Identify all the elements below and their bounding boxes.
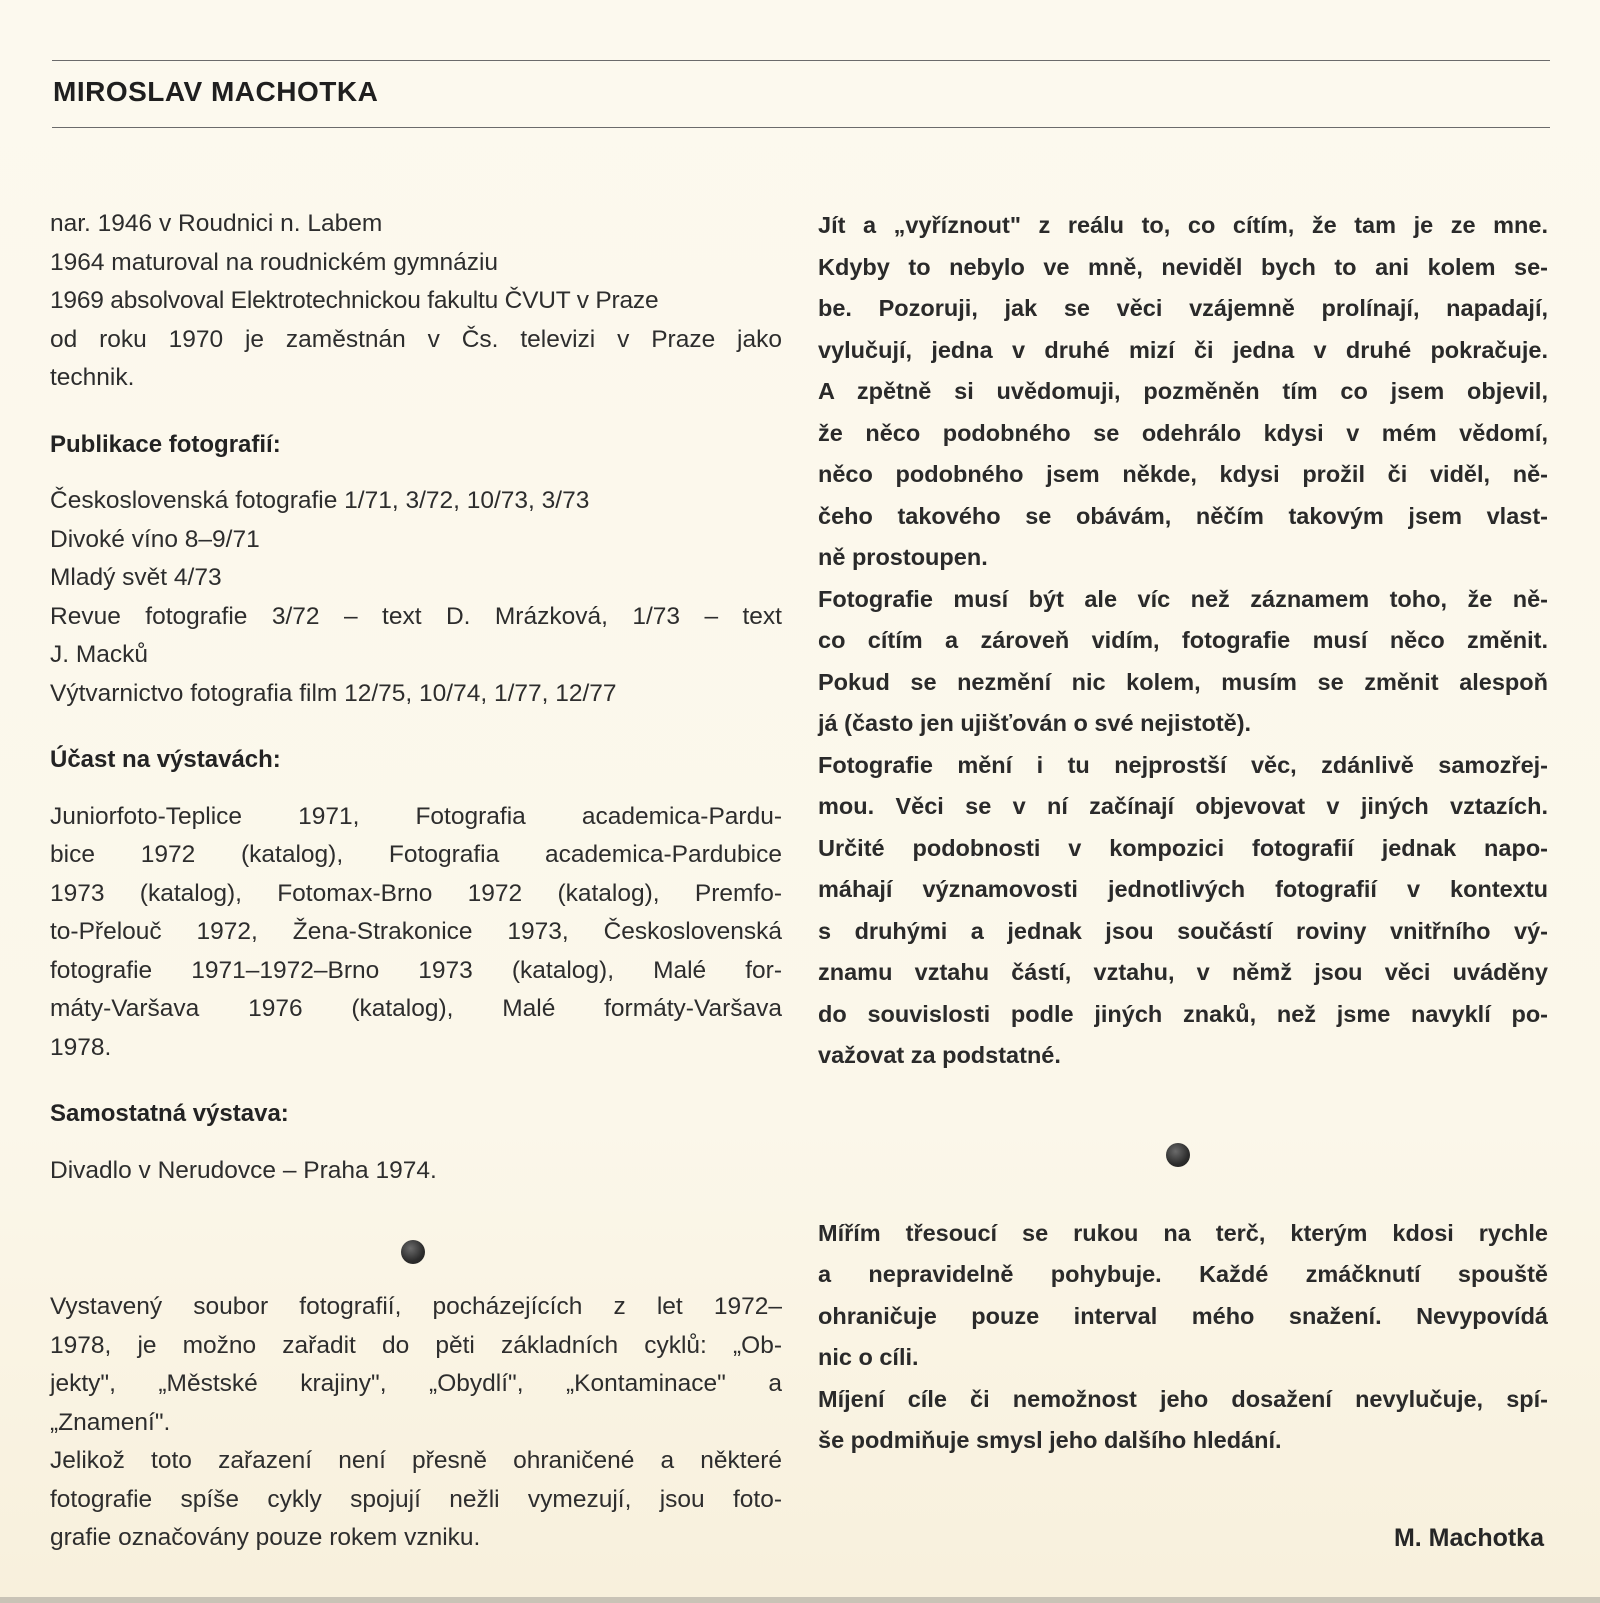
solo-exhibition-heading: Samostatná výstava: [50,1100,289,1127]
page-bottom-edge [0,1597,1600,1603]
collection-section [50,1288,782,1558]
collection-line: jekty", „Městské krajiny", „Obydlí", „Kontaminace" a [50,1370,782,1397]
statement-line: še podmiňuje smysl jeho dalšího hledání. [818,1427,1282,1453]
collection-line: grafie označovány pouze rokem vzniku. [50,1524,481,1551]
statement-line: vylučují, jedna v druhé mizí či jedna v druhé pokračuje. [818,336,1548,363]
statement-line: Fotografie mění i tu nejprostší věc, zdánlivě samozřej- [818,751,1548,778]
header-rule-top [52,60,1550,61]
exhibitions-section [50,741,782,1067]
statement-line: važovat za podstatné. [818,1042,1061,1068]
bio-line: 1969 absolvoval Elektrotechnickou fakultu ČVUT v Praze [50,287,659,314]
exhibitions-line: máty-Varšava 1976 (katalog), Malé formáty-Varšava [50,995,782,1022]
statement-line: ně prostoupen. [818,544,988,570]
publication-item: Revue fotografie 3/72 – text D. Mrázková, 1/73 – text [50,602,782,630]
bio-line: technik. [50,364,135,391]
statement-line: co cítím a zároveň vidím, fotografie musí něco změnit. [818,627,1548,653]
section-bullet-icon [1166,1143,1190,1167]
statement-line: Kdyby to nebylo ve mně, neviděl bych to ani kolem se- [818,253,1548,280]
exhibitions-heading: Účast na výstavách: [50,746,281,773]
statement-line: Fotografie musí být ale víc než záznamem toho, že ně- [818,585,1548,612]
collection-line: Jelikož toto zařazení není přesně ohraničené a některé [50,1447,782,1474]
exhibitions-line: bice 1972 (katalog), Fotografia academica-Pardubice [50,841,782,868]
publications-section [50,426,782,714]
exhibitions-line: to-Přelouč 1972, Žena-Strakonice 1973, Československá [50,918,782,945]
bio-line: nar. 1946 v Roudnici n. Labem [50,210,383,237]
collection-line: Vystavený soubor fotografií, pocházejících z let 1972– [50,1293,782,1320]
publication-item: Československá fotografie 1/71, 3/72, 10/73, 3/73 [50,487,590,514]
statement-line: že něco podobného se odehrálo kdysi v mém vědomí, [818,419,1548,446]
statement-line: do souvislosti podle jiných znaků, než jsme navyklí po- [818,1000,1548,1027]
statement-line: Pokud se nezmění nic kolem, musím se změnit alespoň [818,668,1548,695]
statement-line: máhají významovosti jednotlivých fotografií v kontextu [818,876,1548,902]
right-column [818,205,1548,1462]
artist-statement-1 [818,205,1548,1077]
statement-line: nic o cíli. [818,1344,919,1370]
statement-line: mou. Věci se v ní začínají objevovat v jiných vztazích. [818,793,1548,819]
exhibitions-line: fotografie 1971–1972–Brno 1973 (katalog), Malé for- [50,956,782,984]
publication-item: Divoké víno 8–9/71 [50,525,260,553]
bio-line: od roku 1970 je zaměstnán v Čs. televizi v Praze jako [50,325,782,353]
collection-line: fotografie spíše cykly spojují nežli vymezují, jsou foto- [50,1485,782,1513]
artist-statement-2 [818,1213,1548,1462]
statement-line: znamu vztahu částí, vztahu, v němž jsou věci uváděny [818,959,1548,985]
statement-line: Míjení cíle či nemožnost jeho dosažení nevylučuje, spí- [818,1385,1548,1412]
publication-item: J. Macků [50,641,149,668]
left-column [50,205,782,1558]
collection-line: 1978, je možno zařadit do pěti základních cyklů: „Ob- [50,1331,782,1359]
header-rule-bottom [52,127,1550,128]
author-signature: M. Machotka [1393,1524,1544,1552]
statement-line: něco podobného jsem někde, kdysi prožil či viděl, ně- [818,461,1548,487]
page-title: MIROSLAV MACHOTKA [53,76,379,107]
exhibitions-line: Juniorfoto-Teplice 1971, Fotografia academica-Pardu- [50,802,782,830]
bio-line: 1964 maturoval na roudnickém gymnáziu [50,248,499,276]
solo-exhibition-section [50,1095,782,1190]
solo-exhibition-text: Divadlo v Nerudovce – Praha 1974. [50,1156,437,1184]
publication-item: Mladý svět 4/73 [50,564,222,591]
statement-line: A zpětně si uvědomuji, pozměněn tím co jsem objevil, [818,378,1548,404]
publications-heading: Publikace fotografií: [50,430,281,458]
statement-line: be. Pozoruji, jak se věci vzájemně prolínají, napadají, [818,295,1548,321]
statement-line: s druhými a jednak jsou součástí roviny vnitřního vý- [818,917,1548,944]
exhibitions-line: 1978. [50,1033,112,1061]
statement-line: a nepravidelně pohybuje. Každé zmáčknutí spouště [818,1261,1548,1287]
statement-line: já (často jen ujišťován o své nejistotě). [818,710,1252,736]
publication-item: Výtvarnictvo fotografia film 12/75, 10/74, 1/77, 12/77 [50,679,617,707]
bio-section [50,205,782,398]
statement-line: Mířím třesoucí se rukou na terč, kterým kdosi rychle [818,1219,1548,1246]
statement-line: ohraničuje pouze interval mého snažení. Nevypovídá [818,1302,1548,1329]
statement-line: čeho takového se obávám, něčím takovým jsem vlast- [818,502,1548,529]
exhibitions-line: 1973 (katalog), Fotomax-Brno 1972 (katalog), Premfo- [50,879,782,907]
section-bullet-icon [401,1240,425,1264]
collection-line: „Znamení". [50,1408,171,1436]
statement-line: Určité podobnosti v kompozici fotografií jednak napo- [818,834,1548,861]
statement-line: Jít a „vyříznout" z reálu to, co cítím, že tam je ze mne. [818,212,1548,238]
